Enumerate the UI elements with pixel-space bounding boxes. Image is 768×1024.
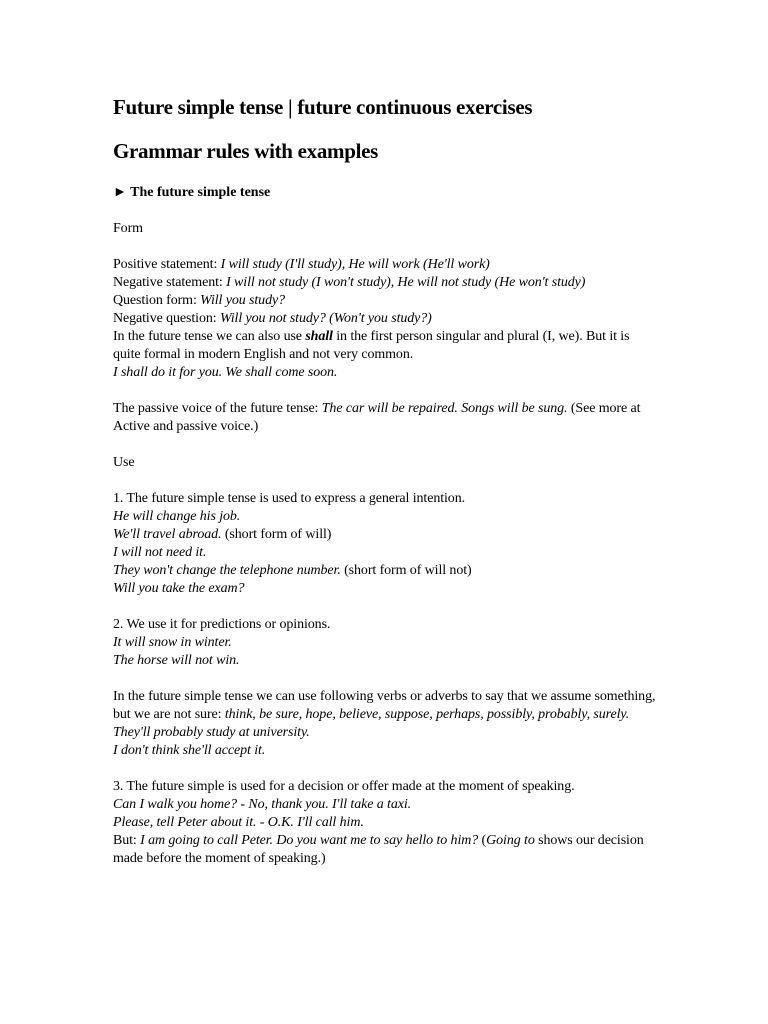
neg-question-label: Negative question: (113, 311, 220, 326)
negative-example: I will not study (I won't study), He will not study (He won't study) (226, 275, 586, 290)
question-form (113, 292, 658, 310)
use1-heading: 1. The future simple tense is used to express a general intention. (113, 491, 465, 506)
passive-text-a: The passive voice of the future tense: (113, 401, 322, 416)
use3-example (113, 814, 658, 832)
use2-example (113, 652, 658, 670)
use1-ex4-note: (short form of will not) (340, 563, 472, 578)
negative-question (113, 310, 658, 328)
positive-example: I will study (I'll study), He will work (He'll work) (220, 257, 490, 272)
use1-example (113, 580, 658, 598)
use1-example (113, 508, 658, 526)
use3-but-example: I am going to call Peter. Do you want me to say hello to him? (140, 833, 479, 848)
document-page (113, 92, 658, 868)
assume-ex2: I don't think she'll accept it. (113, 743, 266, 758)
use1-ex1: He will change his job. (113, 509, 241, 524)
assume-paragraph (113, 688, 658, 724)
page-title: Future simple tense | future continuous exercises (113, 95, 533, 119)
use2-example (113, 634, 658, 652)
passive-example: The car will be repaired. Songs will be sung. (321, 401, 568, 416)
assume-ex1: They'll probably study at university. (113, 725, 310, 740)
use1-ex2: We'll travel abroad. (113, 527, 222, 542)
assume-example (113, 742, 658, 760)
page-subtitle: Grammar rules with examples (113, 139, 379, 163)
use1-example (113, 526, 658, 544)
section-heading: ► The future simple tense (113, 185, 271, 200)
use3-but-label: But: (113, 833, 141, 848)
positive-label: Positive statement: (113, 257, 221, 272)
use1-example (113, 544, 658, 562)
shall-keyword: shall (305, 329, 333, 344)
use2-ex2: The horse will not win. (113, 653, 240, 668)
use3-going-to: Going to (486, 833, 535, 848)
use-label: Use (113, 455, 135, 470)
question-label: Question form: (113, 293, 201, 308)
use3-but-text: shows our decision made before the moment of speaking.) (113, 833, 644, 866)
use1-example (113, 562, 658, 580)
use1-ex3: I will not need it. (113, 545, 207, 560)
use3-but-paragraph (113, 832, 658, 868)
use2-ex1: It will snow in winter. (113, 635, 232, 650)
shall-text-b: in the first person singular and plural (I, we). But it is quite formal in modern English and not very common. (113, 329, 630, 362)
use3-ex2: Please, tell Peter about it. - O.K. I'll call him. (113, 815, 364, 830)
shall-example-text: I shall do it for you. We shall come soon. (113, 365, 338, 380)
form-label: Form (113, 221, 143, 236)
positive-statement (113, 256, 658, 274)
neg-question-example: Will you not study? (Won't you study?) (219, 311, 432, 326)
use3-ex1: Can I walk you home? - No, thank you. I'll take a taxi. (113, 797, 412, 812)
assume-text: In the future simple tense we can use following verbs or adverbs to say that we assume something, but we are not sure: (113, 689, 656, 722)
use1-ex2-note: (short form of will) (221, 527, 332, 542)
shall-example (113, 364, 658, 382)
use2-heading: 2. We use it for predictions or opinions. (113, 617, 331, 632)
assume-words: think, be sure, hope, believe, suppose, perhaps, possibly, probably, surely. (224, 707, 630, 722)
assume-example (113, 724, 658, 742)
use3-paren-open: ( (478, 833, 487, 848)
negative-statement (113, 274, 658, 292)
use1-ex5: Will you take the exam? (113, 581, 245, 596)
shall-paragraph (113, 328, 658, 364)
use1-ex4: They won't change the telephone number. (113, 563, 341, 578)
use3-example (113, 796, 658, 814)
passive-text-b: (See more at Active and passive voice.) (113, 401, 641, 434)
passive-paragraph (113, 400, 658, 436)
negative-label: Negative statement: (113, 275, 227, 290)
use3-heading: 3. The future simple is used for a decision or offer made at the moment of speaking. (113, 779, 575, 794)
shall-text-a: In the future tense we can also use (113, 329, 306, 344)
question-example: Will you study? (200, 293, 285, 308)
